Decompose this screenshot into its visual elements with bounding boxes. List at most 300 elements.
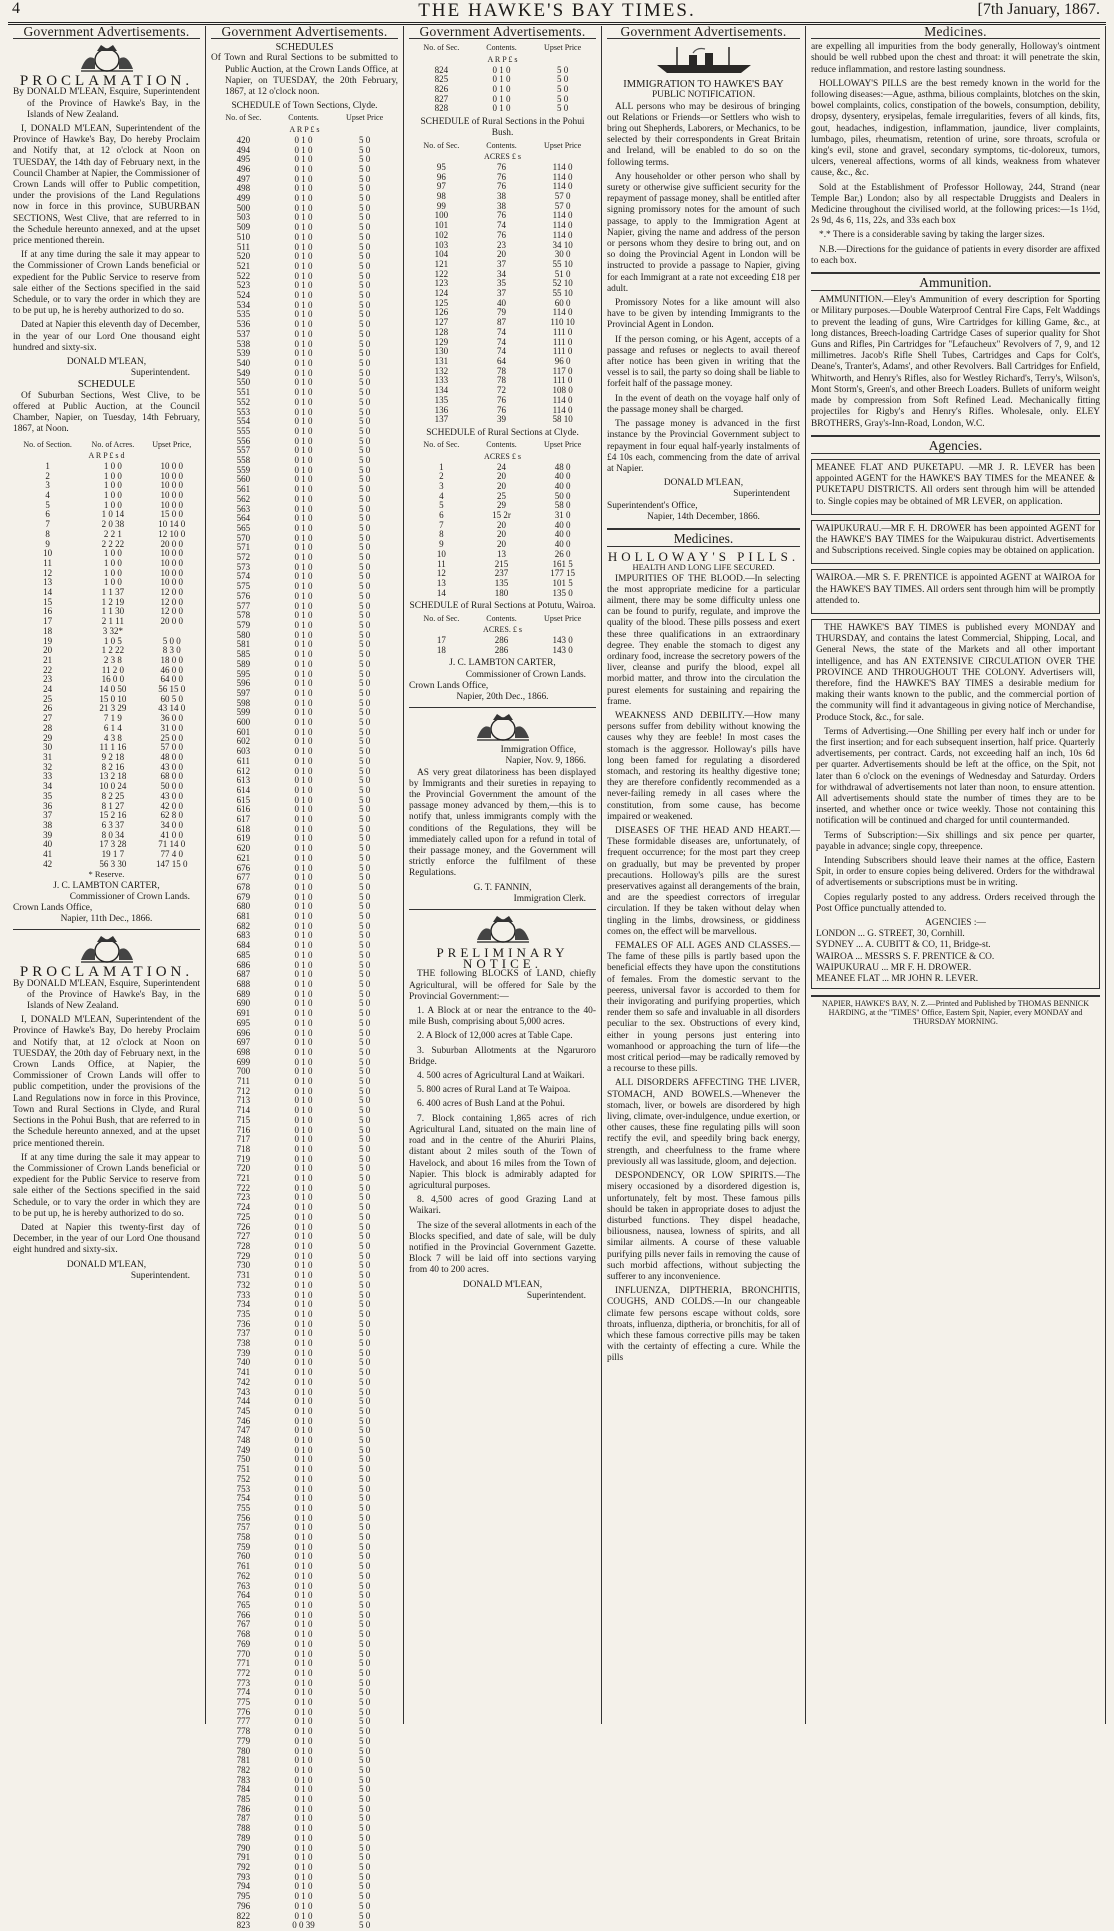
table-cell: 534 (236, 299, 251, 310)
table-cell: 5 0 (358, 1046, 371, 1057)
table-cell: 728 (236, 1240, 251, 1251)
table-cell: 0 1 0 (294, 1716, 313, 1727)
table-cell: 1 (439, 461, 444, 472)
schedule-subtitle: SCHEDULE of Rural Sections at Potutu, Wairoa. (409, 601, 596, 612)
table-cell: 5 0 (358, 212, 371, 223)
table-cell: 0 1 0 (492, 64, 511, 75)
table-cell: 5 0 (358, 1435, 371, 1446)
table-cell: 778 (236, 1726, 251, 1737)
table-cell: 557 (236, 445, 251, 456)
table-header: Upset Price (544, 43, 582, 53)
table-cell: 17 3 28 (99, 839, 127, 850)
table-cell: 777 (236, 1716, 251, 1727)
table-cell: 237 (494, 568, 509, 579)
table-cell: 5 0 (358, 1211, 371, 1222)
table-header: Contents. (486, 613, 517, 623)
table-cell: 5 0 (358, 1163, 371, 1174)
table-cell: 585 (236, 649, 251, 660)
table-cell: 0 1 0 (294, 1483, 313, 1494)
agency-notice (811, 520, 1100, 565)
table-cell: 494 (236, 144, 251, 155)
table-cell: 38 (43, 819, 53, 830)
table-cell: 538 (236, 338, 251, 349)
table-cell: 711 (236, 1076, 250, 1087)
table-cell: 20 (497, 480, 507, 491)
table-cell: 510 (236, 231, 251, 242)
commissioner-name: J. C. LAMBTON CARTER, (53, 880, 160, 891)
table-cell: 742 (236, 1376, 251, 1387)
table-cell: 20 (43, 645, 53, 656)
table-cell: 15 0 0 (160, 509, 184, 520)
table-cell: 5 0 (358, 1299, 371, 1310)
table-cell: 520 (236, 251, 251, 262)
table-cell: 717 (236, 1134, 251, 1145)
table-cell: 0 1 0 (294, 290, 313, 301)
table-cell: 5 0 (358, 590, 371, 601)
schedule-subtitle: SCHEDULE of Town Sections, Clyde. (231, 101, 378, 112)
immigration-para: If the person coming, or his Agent, accepts of a passage and refuses or neglects to avail thereof after notice has been given in writing that the vessel is to sail, the party so doing shall be liable to forfeit half of the passage money. (607, 334, 800, 390)
table-cell: 114 0 (552, 404, 573, 415)
table-cell: 5 0 (358, 1076, 371, 1087)
table-cell: 39 (497, 414, 507, 425)
table-cell: 1 0 0 (103, 567, 122, 578)
table-row (211, 1921, 398, 1931)
table-cell: 12 (43, 567, 53, 578)
table-cell: 763 (236, 1580, 251, 1591)
table-cell: 8 (439, 529, 444, 540)
table-cell: 97 (436, 181, 446, 192)
royal-crest-icon (471, 914, 535, 944)
table-cell: 110 10 (550, 317, 575, 328)
table-cell: 64 (497, 356, 507, 366)
table-cell: 15 2r (492, 510, 511, 521)
table-cell: 0 1 0 (294, 1619, 313, 1630)
table-body (13, 462, 200, 870)
table-cell: 5 0 (358, 348, 371, 359)
table-cell: 679 (236, 891, 251, 902)
table-cell: 5 0 (358, 1095, 371, 1106)
table-cell: 5 0 (358, 1706, 371, 1717)
table-cell: 5 0 (358, 202, 371, 213)
table-cell: 5 0 (358, 726, 371, 737)
table-cell: 553 (236, 406, 251, 417)
table-cell: 698 (236, 1046, 251, 1057)
table-cell: 522 (236, 270, 251, 281)
table-cell: 757 (236, 1522, 251, 1533)
table-cell: 5 0 (358, 707, 371, 718)
table-cell: 5 0 (358, 1891, 371, 1902)
table-cell: 0 1 0 (294, 814, 313, 825)
table-cell: 0 1 0 (294, 1658, 313, 1669)
table-cell: 8 1 27 (101, 800, 125, 811)
table-cell: 56 3 30 (99, 858, 127, 869)
table-cell: 5 0 (358, 619, 371, 630)
table-cell: 9 (439, 539, 444, 550)
table-cell: 43 14 0 (158, 703, 186, 714)
table-cell: 0 1 0 (294, 445, 313, 456)
table-cell: 123 (434, 278, 449, 289)
schedules-intro: Of Town and Rural Sections to be submitted to Public Auction, at the Crown Lands Office, at Napier, on TUESDAY, the 20th February, 1867, at 12 o'clock noon. (211, 53, 398, 98)
table-cell: 0 1 0 (294, 542, 313, 553)
table-cell: 0 1 0 (294, 1182, 313, 1193)
table-cell: 0 1 0 (294, 581, 313, 592)
table-cell: 0 1 0 (294, 1784, 313, 1795)
table-cell: 713 (236, 1095, 251, 1106)
table-cell: 0 1 0 (294, 251, 313, 262)
table-cell: 0 1 0 (294, 1687, 313, 1698)
table-cell: 76 (497, 161, 507, 172)
table-cell: 760 (236, 1551, 251, 1562)
table-cell: 537 (236, 328, 251, 339)
table-cell: 719 (236, 1153, 251, 1164)
table-cell: 5 0 (358, 552, 371, 563)
table-cell: 135 (494, 577, 509, 588)
table-cell: 5 0 (358, 1415, 371, 1426)
table-cell: 134 (434, 385, 449, 396)
table-cell: 0 1 0 (294, 212, 313, 223)
table-cell: 684 (236, 940, 251, 951)
table-cell: 21 (43, 654, 53, 665)
table-cell: 782 (236, 1764, 251, 1775)
table-cell: 775 (236, 1697, 251, 1708)
table-cell: 550 (236, 377, 251, 388)
table-cell: 114 0 (552, 220, 573, 231)
table-cell: 34 (43, 781, 53, 792)
table-cell: 96 (436, 171, 446, 182)
table-cell: 0 1 0 (294, 1027, 313, 1038)
table-cell: 180 (494, 587, 509, 598)
table-cell: 5 0 (358, 1192, 371, 1203)
dated-line: Dated at Napier this twenty-first day of December, in the year of our Lord One thousand eight hundred and sixty-six. (13, 1222, 200, 1256)
table-cell: 0 1 0 (294, 901, 313, 912)
table-cell: 1 0 5 (103, 635, 122, 646)
table-cell: 126 (434, 307, 449, 318)
table-cell: 0 1 0 (294, 1163, 313, 1174)
table-cell: 16 0 0 (101, 674, 125, 685)
table-cell: 10 0 24 (99, 781, 127, 792)
table-cell: 558 (236, 455, 251, 466)
table-cell: 535 (236, 309, 251, 320)
table-cell: 5 0 (358, 1143, 371, 1154)
table-cell: 0 1 0 (294, 1794, 313, 1805)
table-cell: 5 0 (358, 435, 371, 446)
table-cell: 5 0 (358, 1017, 371, 1028)
table-cell: 0 1 0 (294, 464, 313, 475)
table-cell: 0 1 0 (492, 103, 511, 114)
table-cell: 539 (236, 348, 251, 359)
divider (409, 909, 596, 910)
table-cell: 0 1 0 (294, 532, 313, 543)
table-cell: 177 15 (550, 568, 575, 579)
table-cell: 524 (236, 290, 251, 301)
table-cell: 0 1 0 (294, 1153, 313, 1164)
table-cell: 0 1 0 (294, 1580, 313, 1591)
table-cell: 17 (436, 634, 446, 645)
table-cell: 0 1 0 (294, 1755, 313, 1766)
table-cell: 5 0 (358, 1202, 371, 1213)
table-cell: 796 (236, 1900, 251, 1911)
table-cell: 740 (236, 1357, 251, 1368)
table-cell: 0 1 0 (294, 1143, 313, 1154)
royal-crest-icon (75, 43, 139, 73)
section-header: Government Advertisements. (607, 26, 800, 39)
table-cell: 0 1 0 (294, 1764, 313, 1775)
table-cell: 5 0 (358, 173, 371, 184)
table-cell: 76 (497, 404, 507, 415)
medicine-para: HOLLOWAY'S PILLS are the best remedy known in the world for the following diseases:—Ague, asthma, bilious complaints, blotches on the skin, bowel complaints, colics, constipation of the bowels, consumption, debility, dropsy, dysentery, erysipelas, female irregularities, fevers of all kinds, fits, gout, headaches, indigestion, inflammation, jaundice, liver complaints, lumbago, piles, rheumatism, retention of urine, sore throats, scrofula or king's evil, stone and gravel, secondary symptoms, tic-doloreux, tumors, ulcers, venereal affections, worms of all kinds, weakness from whatever cause, &c., &c. (811, 78, 1100, 179)
town-sections-continued-table (409, 42, 596, 114)
table-cell: 0 1 0 (294, 969, 313, 980)
table-cell: 5 0 (358, 319, 371, 330)
table-cell: 30 0 (554, 249, 571, 260)
table-cell: 0 1 0 (294, 1105, 313, 1116)
signer-name: DONALD M'LEAN, (66, 357, 147, 368)
signer-title: Superintendent. (526, 1290, 586, 1301)
table-cell: 5 0 (358, 1318, 371, 1329)
table-cell: 603 (236, 746, 251, 757)
table-cell: 602 (236, 736, 251, 747)
table-cell: 621 (236, 852, 251, 863)
proclamation-byline: By DONALD M'LEAN, Esquire, Superintendent of the Province of Hawke's Bay, in the Islands of New Zealand. (13, 87, 200, 120)
table-cell: 5 0 (358, 668, 371, 679)
table-cell: 565 (236, 522, 251, 533)
table-cell: 787 (236, 1813, 251, 1824)
table-cell: 0 1 0 (294, 717, 313, 728)
table-cell: 5 0 (358, 1823, 371, 1834)
proclamation-body: If at any time during the sale it may appear to the Commissioner of Crown Lands beneficial or expedient for the Public Service to reserve from sale either of the Sections specified in the said Schedule, or to vary the order in which they are to be put up, he is hereby authorized to do so. (13, 1152, 200, 1219)
section-header: Agencies. (811, 435, 1100, 454)
table-cell: 52 10 (552, 278, 573, 289)
table-cell: 48 0 0 (160, 752, 184, 762)
table-cell: 589 (236, 658, 251, 669)
table-cell: 5 0 (358, 998, 371, 1009)
table-cell: 2 0 38 (101, 519, 125, 530)
table-cell: 780 (236, 1745, 251, 1756)
table-cell: 564 (236, 513, 251, 524)
table-cell: 114 0 (552, 394, 573, 405)
table-cell: 5 0 (358, 1173, 371, 1184)
immigration-notice-body: AS very great dilatoriness has been displayed by Immigrants and their sureties in repaying to the Provincial Government the amount of the passage money advanced by them,—this is to notify that, unless immigrants comply with the conditions of the Regulations, they will be immediately called upon for a refund in total of their passage money, and the Government will strictly enforce the fulfilment of these Regulations. (409, 767, 596, 879)
table-cell: 0 1 0 (294, 1502, 313, 1513)
table-header: No. of Sec. (423, 440, 460, 450)
table-cell: 2 2 1 (103, 528, 122, 539)
table-cell: 5 0 (358, 1483, 371, 1494)
table-cell: 751 (236, 1464, 251, 1475)
table-cell: 29 (497, 500, 507, 511)
table-cell: 5 0 (358, 765, 371, 776)
table-cell: 0 1 0 (294, 1415, 313, 1426)
table-cell: 0 1 0 (294, 1677, 313, 1688)
table-cell: 25 (497, 490, 507, 501)
table-cell: 5 0 (358, 561, 371, 572)
table-cell: 5 0 (358, 1473, 371, 1484)
table-cell: 0 1 0 (294, 911, 313, 922)
table-cell: 6 3 37 (101, 819, 125, 830)
column-5 (806, 26, 1106, 1724)
table-cell: 5 0 (358, 949, 371, 960)
table-cell: 5 0 (358, 280, 371, 291)
table-cell: 725 (236, 1211, 251, 1222)
table-cell: 10 0 0 (160, 557, 184, 568)
table-cell: 0 1 0 (294, 784, 313, 795)
table-cell: 5 0 (358, 241, 371, 252)
newspaper-title: THE HAWKE'S BAY TIMES. (418, 0, 696, 21)
table-cell: 24 (497, 461, 507, 472)
table-cell: 26 (43, 703, 53, 714)
table-cell: 87 (497, 317, 507, 328)
table-cell: 43 0 0 (160, 761, 184, 772)
holloway-para: IMPURITIES OF THE BLOOD.—In selecting the most appropriate medicine for a particular ailment, there may be some difficulty unless one can be found to purify, regulate, and improve the quality of the blood. These pills possess and exert these three qualifications in an extraordinary degree. They enable the stomach to digest any ordinary food, increase the secretory powers of the liver, cleanse and purify the blood, expel all morbid matter, and throw into the circulation the purest elements for sustaining and repairing the frame. (607, 573, 800, 707)
table-cell: 5 0 (358, 445, 371, 456)
section-header: Ammunition. (811, 272, 1100, 291)
section-header: Government Advertisements. (409, 26, 596, 39)
table-cell: 497 (236, 173, 251, 184)
table-cell: 722 (236, 1182, 251, 1193)
table-cell: 5 0 (358, 1687, 371, 1698)
table-cell: 11 1 16 (99, 742, 127, 753)
table-cell: 0 1 0 (294, 416, 313, 427)
table-cell: 500 (236, 202, 251, 213)
table-cell: 12 0 0 (160, 606, 184, 617)
table-cell: 5 0 (358, 260, 371, 271)
table-cell: 41 (43, 849, 53, 860)
table-cell: 596 (236, 678, 251, 689)
table-cell: 5 0 (358, 736, 371, 747)
table-cell: 7 (439, 519, 444, 530)
table-cell: 0 1 0 (294, 348, 313, 359)
table-cell: 723 (236, 1192, 251, 1203)
table-cell: 74 (497, 220, 507, 231)
table-cell: 68 0 0 (160, 771, 184, 782)
table-cell: 0 1 0 (294, 1832, 313, 1843)
table-cell: 5 0 (358, 600, 371, 611)
prelim-item: 1. A Block at or near the entrance to the 40-mile Bush, comprising about 5,000 acres. (409, 1006, 596, 1028)
table-cell: 20 (497, 539, 507, 550)
table-cell: 5 0 (358, 1619, 371, 1630)
page-number: 4 (12, 0, 20, 17)
table-cell: 5 0 (358, 299, 371, 310)
table-cell: 5 0 (358, 1502, 371, 1513)
table-cell: 599 (236, 707, 251, 718)
holloway-para: ALL DISORDERS AFFECTING THE LIVER, STOMACH, AND BOWELS.—Whenever the stomach, liver, or bowels are disordered by high living, climate, over-indulgence, undue exertion, or other causes, these fine regulating pills will soon rectify the evil, and speedily bring back energy, strength, and cheerfulness to the frame where previously all was lassitude, gloom, and dejection. (607, 1078, 800, 1167)
table-cell: 0 1 0 (294, 367, 313, 378)
table-cell: 111 0 (552, 346, 573, 357)
table-cell: 114 0 (552, 307, 573, 318)
table-cell: 5 0 (358, 183, 371, 194)
table-cell: 1 0 0 (103, 460, 122, 471)
table-cell: 10 0 0 (160, 490, 184, 501)
ammunition-ad: AMMUNITION.—Eley's Ammunition of every description for Sporting or Military purposes.—Double Waterproof Central Fire Caps, Felt Waddings to prevent the leading of guns, Wire Cartridges for killing Game, &c., at long distances, Breech-loading Cartridge Cases of superior quality for Shot Guns and Rifles, Pin Cartridges for "Lefaucheux" Revolvers of 7, 9, and 12 millimetres. Jacob's Rifle Shell Tubes, Cartridges and Caps for Colt's, Deane's, Tranter's, Adams', and other Revolvers. Ball Cartridges for Enfield, Whitworth, and Henry's Rifles, also for Westley Richard's, Terry's, Wilson's, Mont Storm's, Green's, and other Breech Loaders. Bullets of uniform weight made by compression from Soft Refined Lead. Mechanically fitting projectiles for Rigby's and Henry's Rifles. Wholesale, only. ELEY BROTHERS, Gray's-Inn-Road, London, W.C. (811, 295, 1100, 429)
office-date: Napier, 20th Dec., 1866. (456, 692, 549, 702)
signer-title: Superintendent. (130, 368, 190, 379)
table-cell: 74 (497, 336, 507, 347)
table-cell: 10 14 0 (158, 519, 186, 530)
table-cell: 0 1 0 (294, 881, 313, 892)
royal-crest-icon (471, 712, 535, 742)
table-cell: 0 1 0 (294, 804, 313, 815)
table-cell: 100 (434, 210, 449, 221)
table-cell: 0 1 0 (294, 1473, 313, 1484)
table-cell: 788 (236, 1823, 251, 1834)
table-cell: 686 (236, 959, 251, 970)
table-cell: 5 0 (358, 328, 371, 339)
table-cell: 37 (497, 258, 507, 269)
table-cell: 5 0 (358, 784, 371, 795)
immigration-subtitle: PUBLIC NOTIFICATION. (651, 90, 756, 101)
table-cell: 74 (497, 346, 507, 357)
table-cell: 1 2 22 (101, 645, 125, 656)
table-cell: 696 (236, 1027, 251, 1038)
table-cell: 5 0 (358, 1153, 371, 1164)
signer-title: Superintendent. (130, 1270, 190, 1281)
table-cell: 756 (236, 1512, 251, 1523)
table-cell: 1 0 0 (103, 548, 122, 559)
table-cell: 12 0 0 (160, 587, 184, 598)
table-cell: 5 0 (358, 193, 371, 204)
table-cell: 0 1 0 (294, 1774, 313, 1785)
table-cell: 712 (236, 1085, 251, 1096)
table-cell: 764 (236, 1590, 251, 1601)
prelim-item: 7. Block containing 1,865 acres of rich Agricultural Land, situated on the main line of road and in the centre of the Ahuriri Plains, distant about 2 miles south of the Town of Havelock, and about 16 miles from the Town of Napier. This block is admirably adapted for agricultural purposes. (409, 1113, 596, 1191)
table-cell: 0 1 0 (294, 949, 313, 960)
table-cell: 0 1 0 (294, 1464, 313, 1475)
table-cell: 111 0 (552, 336, 573, 347)
table-cell: 601 (236, 726, 251, 737)
table-cell: 5 0 (358, 940, 371, 951)
proclamation-title: PROCLAMATION. (19, 964, 194, 981)
table-cell: 26 0 (554, 548, 571, 559)
table-cell: 0 1 0 (294, 610, 313, 621)
table-cell: 117 0 (552, 365, 573, 376)
table-cell: 34 0 0 (160, 819, 184, 830)
table-cell: 8 (45, 528, 50, 539)
agency-line: WAIPUKURAU ... MR F. H. DROWER. (816, 962, 972, 973)
table-cell: 5 0 (358, 1842, 371, 1853)
table-cell: 5 0 (556, 84, 569, 95)
table-cell: 0 1 0 (294, 979, 313, 989)
table-body (409, 163, 596, 425)
times-para: Terms of Subscription:—Six shillings and six pence per quarter, payable in advance; single copy, threepence. (816, 830, 1095, 852)
table-cell: 496 (236, 163, 251, 174)
table-cell: 1 1 30 (101, 606, 125, 617)
table-body (409, 66, 596, 115)
prelim-item: 6. 400 acres of Bush Land at the Pohui. (417, 1099, 565, 1110)
signer-name: DONALD M'LEAN, (66, 1259, 147, 1270)
table-cell: 571 (236, 542, 251, 553)
proclamation-body: I, DONALD M'LEAN, Superintendent of the Province of Hawke's Bay, Do hereby Proclaim and Notify that, at 12 o'clock at Noon on TUESDAY, the 20th day of February next, in the Crown Lands Office, at Napier, the Commissioner of Crown Lands will offer to public competition, under the provisions of the Land Regulations now in force in this Province, Town and Rural Sections in Clyde, and Rural Sections in the Pohui Bush, that are referred to in the Schedule hereunto annexed, and at the upset price mentioned therein. (13, 1015, 200, 1149)
table-cell: 10 0 0 (160, 548, 184, 559)
table-row (409, 104, 596, 114)
table-cell: 5 0 (358, 843, 371, 854)
table-cell: 0 1 0 (294, 1260, 313, 1271)
table-cell: 0 1 0 (294, 1435, 313, 1446)
table-cell: 5 0 (358, 1852, 371, 1863)
table-cell: 147 15 0 (156, 858, 188, 869)
table-cell: 0 1 0 (492, 84, 511, 95)
table-cell: 15 0 10 (99, 693, 127, 704)
table-cell: 786 (236, 1803, 251, 1814)
table-cell: 27 (43, 713, 53, 724)
table-cell: 135 0 (552, 587, 573, 598)
table-cell: 773 (236, 1677, 251, 1688)
table-cell: 498 (236, 183, 251, 194)
table-cell: 0 1 0 (294, 154, 313, 165)
table-cell: 4 (45, 490, 50, 501)
table-cell: 2 1 11 (101, 616, 124, 627)
table-cell: 24 (43, 684, 53, 695)
table-body (211, 136, 398, 1931)
table-cell: 5 0 (358, 1105, 371, 1116)
